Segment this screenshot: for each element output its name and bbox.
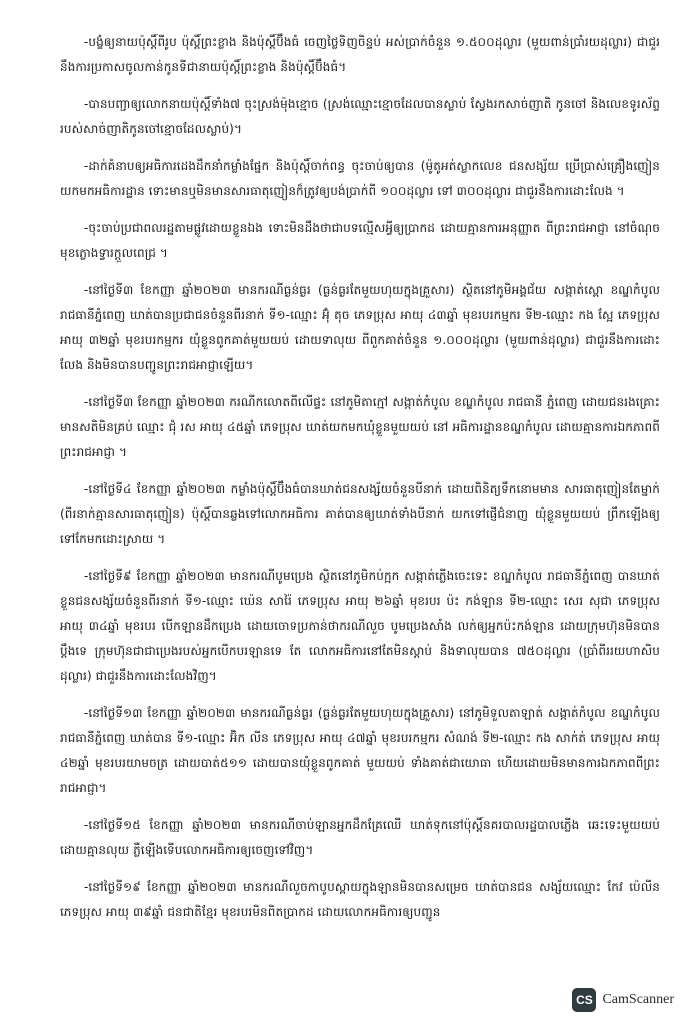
paragraph: -នៅថ្ងៃទី៩ ខែកញ្ញា ឆ្នាំ២០២៣ មានករណីបូមប្រេង ស្ថិតនៅភូមិកប់ក្អក សង្កាត់ភ្លើងចេះទេះ ខណ្ឌកំបូល រាជធានីភ្នំពេញ បានឃាត់ខ្លួនជនសង្ស័យចំនួនពីរនាក់ ទី១-ឈ្មោះ ឃ៉េន សារ៉ៃ ភេទប្រុស អាយុ ២៦ឆ្នាំ មុខរបរ ប៉ះ កង់ឡាន ទី២-ឈ្មោះ សេរ សុជា ភេទប្រុស អាយុ ៣៤ឆ្នាំ មុខរបរ បើកឡានដឹកប្រេង ដោយចោទប្រកាន់ថាករណីលួច បូមប្រេងសាំង លក់ឲ្យអ្នកប៉ះកង់ឡាន ដោយក្រុមហ៊ុនមិនបានប្តឹងទេ ក្រុមហ៊ុនជាជាប្រេងរបស់អ្នកបើកបរឡានទេ តែ លោកអធិការនៅតែមិនស្តាប់ និងទាលុយបាន ៧៥០ដុល្លារ (ប្រាំពីររយហាសិបដុល្លារ) ជាជួរនឹងការដោះលែងវិញ។ [60, 569, 660, 683]
paragraph: -នៅថ្ងៃទី១៩ ខែកញ្ញា ឆ្នាំ២០២៣ មានករណីលួចកាបូបស្ពាយក្នុងឡានមិនបានសម្រេច ឃាត់បានជន សង្ស័យឈ្មោះ កែវ ប៉េលីន ភេទប្រុស អាយុ ៣៩ឆ្នាំ ជនជាតិខ្មែរ មុខរបរមិនពិតប្រាកដ ដោយលោកអធិការឲ្យបញ្ជូន [60, 880, 660, 919]
paragraph: -ដាក់គំនាបឲ្យអធិការដេងដឹកនាំកម្លាំងផ្នែក និងប៉ុស្តិ៍ចាក់ពន្ធ ចុះចាប់ឲ្យបាន (ម៉ូតូអត់ស្លាកលេខ ជនសង្ស័យ ប្រើប្រាស់គ្រឿងញៀន យកមកអធិការដ្ឋាន ទោះមានឬមិនមានសារធាតុញៀនក៏ត្រូវឲ្យបង់ប្រាក់ពី ១០០ដុល្លារ ទៅ ៣០០ដុល្លារ ជាជួរនឹងការដោះលែង ។ [60, 159, 660, 198]
camscanner-brand: CamScanner [602, 992, 674, 1007]
camscanner-watermark [572, 988, 674, 1012]
document-body [60, 30, 660, 937]
paragraph: -នៅថ្ងៃទី៣ ខែកញ្ញា ឆ្នាំ២០២៣ មានករណីធ្ងន់ធ្ងរ (ធ្ងន់ធ្ងរតែមួយហុយក្នុងគ្រួសារ) ស្ថិតនៅភូមិអង្គជ័យ សង្កាត់ស្ពោ ខណ្ឌកំបូល រាជធានីភ្នំពេញ ឃាត់បានប្រជាជនចំនួនពីរនាក់ ទី១-ឈ្មោះ អ៊ុំ តុច ភេទប្រុស អាយុ ៤៣ឆ្នាំ មុខរបរកម្មករ ទី២-ឈ្មោះ កង ស្អែ ភេទប្រុស អាយុ ៣២ឆ្នាំ មុខរបរកម្មករ យុំខ្លួនពូកគាត់មួយយប់ ដោយទាលុយ ពីពួកគាត់ចំនួន ១.០០០ដុល្លារ (មួយពាន់ដុល្លារ) ជាជួរនឹងការដោះលែង និងមិនបានបញ្ជូនព្រះរាជអាជ្ញាឡើយ។ [60, 283, 660, 372]
paragraph: -បានបញ្ជាឲ្យលោកនាយប៉ុស្តិ៍ទាំង៧ ចុះស្រង់ម៉ុងខ្មោច (ស្រង់ឈ្មោះខ្មោចដែលបានស្លាប់ ស្វែងរកសាច់ញាតិ កូនចៅ និងលេខទូរស័ព្ទរបស់សាច់ញាតិកូនចៅខ្មោចដែលស្លាប់)។ [60, 97, 660, 136]
camscanner-logo-icon: CS [572, 988, 596, 1012]
paragraph: -បង្ខំឲ្យនាយប៉ុស្តិ៍ពីរូប ប៉ុស្តិ៍ព្រះខ្លាង និងប៉ុស្តិ៍ប៊ឹងធំ ចេញថ្លៃទិញចិន្ទប់ អស់ប្រាក់ចំនួន ១.៥០០ដុល្លារ (មួយពាន់ប្រាំរយដុល្លារ) ជាជួរនឹងការប្រកាសចូលកាន់កូនទីជានាយប៉ុស្តិ៍ព្រះខ្លាង និងប៉ុស្តិ៍ប៊ឹងធំ។ [60, 35, 660, 74]
paragraph: -នៅថ្ងៃទី១៥ ខែកញ្ញា ឆ្នាំ២០២៣ មានករណីចាប់ឡានអ្នកដឹកគ្រែឈើ ឃាត់ទុកនៅប៉ុស្តិ៍នគរបាលរដ្ឋបាលភ្លើង ឆេះទេះមួយយប់ ដោយគ្មានលុយ ភ្លឺឡើងទើបលោកអធិការឲ្យចេញទៅវិញ។ [60, 818, 660, 857]
paragraph: -ចុះចាប់ប្រជាពលរដ្ឋតាមផ្លូវដោយខ្លួនឯង ទោះមិនដឹងថាជាបទល្មើសអ្វីឲ្យប្រាកដ ដោយគ្មានការអនុញ្ញាត ពីព្រះរាជអាជ្ញា នៅចំណុចមុខភ្លោងទ្វារក្តួលពេជ្រ ។ [60, 221, 660, 260]
paragraph: -នៅថ្ងៃទី៣ ខែកញ្ញា ឆ្នាំ២០២៣ ករណីកលោតពីលើផ្ទះ នៅភូមិតាក្មៅ សង្កាត់កំបូល ខណ្ឌកំបូល រាជធានី ភ្នំពេញ ដោយជនរងគ្រោះមានសតិមិនគ្រប់ ឈ្មោះ ជុំ រស អាយុ ៤៥ឆ្នាំ ភេទប្រុស ឃាត់យកមកឃុំខ្លួនមួយយប់ នៅ អធិការដ្ឋានខណ្ឌកំបូល ដោយគ្មានការឯកភាពពីព្រះរាជអាជ្ញា ។ [60, 395, 660, 459]
paragraph: -នៅថ្ងៃទី៤ ខែកញ្ញា ឆ្នាំ២០២៣ កម្លាំងប៉ុស្តិ៍ប៊ឹងធំបានឃាត់ជនសង្ស័យចំនួនបីនាក់ ដោយពិនិត្យទឹកនោមមាន សារធាតុញៀនតែម្នាក់ (ពីរនាក់គ្មានសារធាតុញៀន) ប៉ុស្តិ៍បានឆ្លងទៅលោកអធិការ គាត់បានឲ្យឃាត់ទាំងបីនាក់ យកទៅផ្ញើជំនាញ យុំខ្លួនមួយយប់ ព្រឹកឡើងឲ្យទៅកែមកដោះស្រាយ ។ [60, 482, 660, 546]
paragraph: -នៅថ្ងៃទី១៣ ខែកញ្ញា ឆ្នាំ២០២៣ មានករណីធ្ងន់ធ្ងរ (ធ្ងន់ធ្ងរតែមួយហុយក្នុងគ្រួសារ) នៅភូមិទួលតាឡាត់ សង្កាត់កំបូល ខណ្ឌកំបូល រាជធានីភ្នំពេញ ឃាត់បាន ទី១-ឈ្មោះ អ៊ិក លីន ភេទប្រុស អាយុ ៤៧ឆ្នាំ មុខរបរកម្មករ សំណង់ ទី២-ឈ្មោះ កង សាក់ត់ ភេទប្រុស អាយុ ៤២ឆ្នាំ មុខរបរយាមចត្រ ដោយបាត់៥១១ ដោយបានយុំខ្លួនពូកគាត់ មួយយប់ ទាំងគាត់ជាយោធា ហើយដោយមិនមានការឯកភាពពីព្រះរាជអាជ្ញា។ [60, 706, 660, 795]
